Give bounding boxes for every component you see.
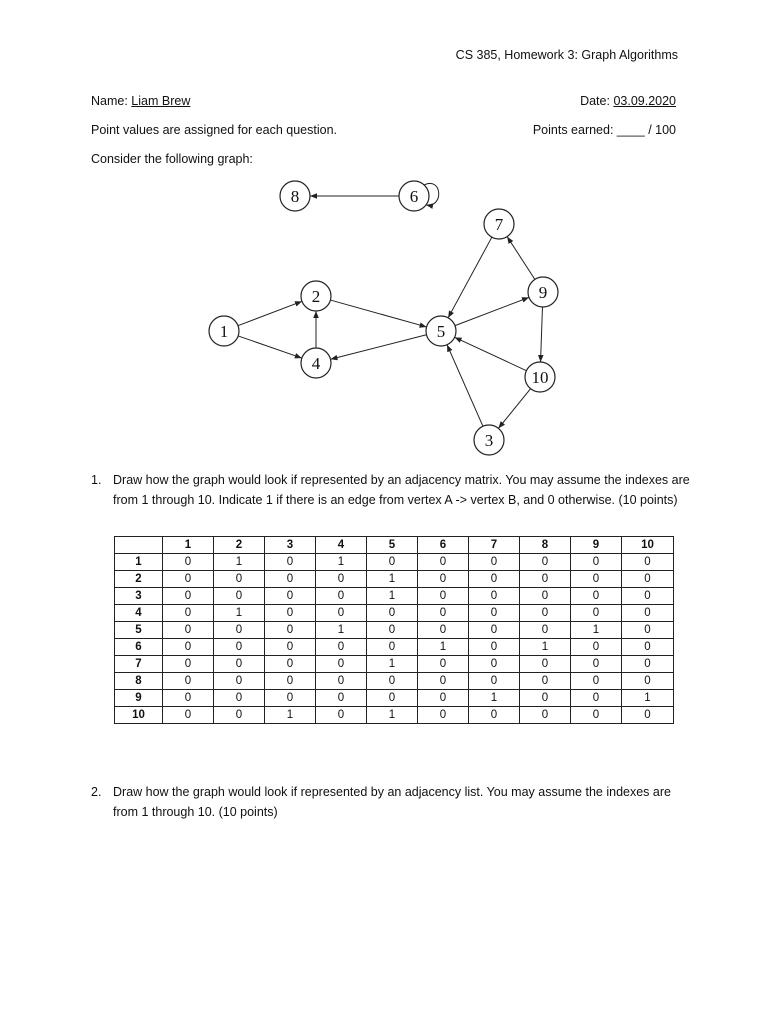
graph-node-8	[280, 181, 310, 211]
matrix-cell: 1	[469, 690, 520, 707]
graph-node-2	[301, 281, 331, 311]
matrix-column-header: 3	[265, 537, 316, 554]
matrix-cell: 0	[214, 690, 265, 707]
graph-node-4	[301, 348, 331, 378]
matrix-cell: 0	[418, 690, 469, 707]
matrix-cell: 0	[520, 707, 571, 724]
question-2-text: Draw how the graph would look if represented by an adjacency list. You may assume the indexes are from 1 through 10. (10 points)	[113, 785, 671, 819]
matrix-cell: 0	[316, 673, 367, 690]
matrix-cell: 0	[163, 622, 214, 639]
question-1	[91, 471, 691, 510]
matrix-cell: 1	[265, 707, 316, 724]
graph-node-10	[525, 362, 555, 392]
matrix-cell: 0	[214, 571, 265, 588]
matrix-cell: 0	[571, 554, 622, 571]
matrix-body	[115, 554, 674, 724]
matrix-cell: 0	[418, 571, 469, 588]
matrix-cell: 1	[418, 639, 469, 656]
course-title: CS 385, Homework 3: Graph Algorithms	[455, 48, 678, 62]
table-row	[115, 605, 674, 622]
matrix-header-row	[115, 537, 674, 554]
matrix-cell: 0	[163, 605, 214, 622]
matrix-cell: 0	[469, 673, 520, 690]
matrix-cell: 0	[571, 673, 622, 690]
question-1-text: Draw how the graph would look if represented by an adjacency matrix. You may assume the indexes are from 1 through 10. Indicate 1 if there is an edge from vertex A -> vertex B, and 0 otherwise. (10 points)	[113, 473, 690, 507]
matrix-cell: 0	[316, 605, 367, 622]
matrix-cell: 0	[265, 656, 316, 673]
graph-node-6	[399, 181, 429, 211]
matrix-cell: 0	[469, 622, 520, 639]
table-row	[115, 639, 674, 656]
matrix-cell: 1	[367, 588, 418, 605]
matrix-cell: 0	[469, 588, 520, 605]
matrix-cell: 0	[163, 656, 214, 673]
table-row	[115, 554, 674, 571]
matrix-cell: 1	[367, 656, 418, 673]
matrix-row-header: 7	[115, 656, 163, 673]
matrix-cell: 1	[214, 605, 265, 622]
date-line	[580, 94, 676, 108]
matrix-cell: 0	[316, 639, 367, 656]
matrix-cell: 0	[418, 673, 469, 690]
matrix-cell: 0	[367, 605, 418, 622]
matrix-cell: 0	[469, 554, 520, 571]
table-row	[115, 690, 674, 707]
question-2	[91, 783, 691, 822]
matrix-cell: 0	[418, 554, 469, 571]
matrix-cell: 0	[367, 622, 418, 639]
edge-5-4	[331, 335, 427, 360]
matrix-cell: 0	[622, 622, 674, 639]
edge-3-5	[447, 345, 483, 427]
matrix-cell: 0	[316, 690, 367, 707]
date-label: Date:	[580, 94, 614, 108]
matrix-column-header: 10	[622, 537, 674, 554]
matrix-cell: 0	[214, 673, 265, 690]
node-label: 8	[290, 187, 300, 206]
matrix-cell: 0	[520, 605, 571, 622]
matrix-row-header: 5	[115, 622, 163, 639]
matrix-column-header: 6	[418, 537, 469, 554]
graph-node-3	[474, 425, 504, 455]
date-value: 03.09.2020	[613, 94, 676, 108]
points-earned: Points earned: ____ / 100	[532, 123, 676, 137]
matrix-cell: 0	[520, 588, 571, 605]
graph-node-7	[484, 209, 514, 239]
name-line	[91, 94, 190, 108]
matrix-cell: 0	[520, 673, 571, 690]
edge-10-5	[455, 337, 527, 370]
graph-nodes	[209, 181, 558, 455]
graph-node-5	[426, 316, 456, 346]
question-1-number: 1.	[91, 473, 102, 487]
table-row	[115, 673, 674, 690]
node-label: 1	[219, 322, 229, 341]
matrix-cell: 0	[469, 639, 520, 656]
matrix-row-header: 9	[115, 690, 163, 707]
matrix-cell: 1	[367, 707, 418, 724]
edge-1-4	[238, 336, 302, 358]
matrix-cell: 0	[469, 605, 520, 622]
student-name: Liam Brew	[131, 94, 191, 108]
node-label: 7	[494, 215, 504, 234]
table-row	[115, 622, 674, 639]
matrix-cell: 0	[214, 622, 265, 639]
matrix-column-header: 2	[214, 537, 265, 554]
matrix-row-header: 1	[115, 554, 163, 571]
matrix-cell: 0	[571, 588, 622, 605]
matrix-column-header: 7	[469, 537, 520, 554]
matrix-column-header: 1	[163, 537, 214, 554]
matrix-cell: 1	[520, 639, 571, 656]
matrix-cell: 0	[469, 571, 520, 588]
matrix-cell: 1	[316, 622, 367, 639]
matrix-cell: 0	[622, 571, 674, 588]
node-label: 2	[311, 287, 321, 306]
matrix-cell: 0	[265, 639, 316, 656]
matrix-cell: 0	[316, 656, 367, 673]
matrix-cell: 1	[622, 690, 674, 707]
edge-9-7	[507, 237, 535, 280]
matrix-cell: 0	[214, 639, 265, 656]
matrix-cell: 0	[571, 639, 622, 656]
matrix-cell: 0	[265, 690, 316, 707]
edge-10-3	[498, 389, 530, 429]
edge-2-5	[330, 300, 426, 327]
matrix-column-header: 9	[571, 537, 622, 554]
matrix-cell: 0	[163, 571, 214, 588]
matrix-row-header: 6	[115, 639, 163, 656]
intro-text: Consider the following graph:	[91, 152, 253, 166]
matrix-cell: 0	[265, 571, 316, 588]
graph-node-9	[528, 277, 558, 307]
node-label: 10	[531, 368, 549, 387]
matrix-cell: 0	[163, 673, 214, 690]
matrix-cell: 0	[367, 554, 418, 571]
matrix-column-header: 5	[367, 537, 418, 554]
matrix-cell: 0	[622, 673, 674, 690]
matrix-row-header: 4	[115, 605, 163, 622]
matrix-cell: 0	[214, 656, 265, 673]
matrix-cell: 0	[265, 622, 316, 639]
matrix-column-header: 4	[316, 537, 367, 554]
matrix-cell: 0	[520, 554, 571, 571]
matrix-cell: 0	[571, 656, 622, 673]
matrix-cell: 0	[163, 639, 214, 656]
matrix-cell: 0	[163, 690, 214, 707]
matrix-corner-cell	[115, 537, 163, 554]
table-row	[115, 656, 674, 673]
matrix-cell: 0	[520, 571, 571, 588]
matrix-cell: 1	[316, 554, 367, 571]
matrix-cell: 0	[571, 707, 622, 724]
node-label: 4	[311, 354, 321, 373]
matrix-cell: 0	[214, 588, 265, 605]
matrix-cell: 0	[571, 690, 622, 707]
node-label: 6	[409, 187, 419, 206]
matrix-cell: 0	[163, 707, 214, 724]
matrix-cell: 1	[214, 554, 265, 571]
matrix-cell: 0	[418, 707, 469, 724]
name-label: Name:	[91, 94, 132, 108]
matrix-cell: 0	[571, 571, 622, 588]
matrix-cell: 0	[367, 639, 418, 656]
matrix-cell: 0	[622, 605, 674, 622]
matrix-cell: 0	[622, 707, 674, 724]
node-label: 3	[484, 431, 494, 450]
table-row	[115, 588, 674, 605]
matrix-row-header: 2	[115, 571, 163, 588]
matrix-cell: 0	[418, 605, 469, 622]
matrix-cell: 0	[520, 656, 571, 673]
matrix-cell: 0	[367, 690, 418, 707]
edge-1-2	[238, 301, 302, 325]
matrix-cell: 0	[367, 673, 418, 690]
matrix-cell: 0	[214, 707, 265, 724]
matrix-cell: 0	[469, 656, 520, 673]
matrix-cell: 0	[571, 605, 622, 622]
matrix-cell: 0	[265, 605, 316, 622]
table-row	[115, 707, 674, 724]
matrix-row-header: 8	[115, 673, 163, 690]
matrix-cell: 0	[622, 639, 674, 656]
matrix-cell: 0	[163, 554, 214, 571]
matrix-cell: 0	[418, 622, 469, 639]
matrix-cell: 0	[418, 588, 469, 605]
matrix-cell: 0	[265, 554, 316, 571]
matrix-column-header: 8	[520, 537, 571, 554]
edge-5-9	[455, 297, 529, 325]
matrix-cell: 0	[163, 588, 214, 605]
matrix-row-header: 3	[115, 588, 163, 605]
matrix-cell: 0	[316, 588, 367, 605]
matrix-cell: 0	[622, 656, 674, 673]
matrix-cell: 1	[367, 571, 418, 588]
directed-graph	[195, 178, 575, 463]
matrix-cell: 0	[622, 588, 674, 605]
matrix-cell: 0	[316, 707, 367, 724]
points-note: Point values are assigned for each question.	[91, 123, 337, 137]
edge-7-5	[448, 237, 492, 318]
matrix-cell: 0	[316, 571, 367, 588]
matrix-cell: 1	[571, 622, 622, 639]
matrix-cell: 0	[622, 554, 674, 571]
graph-node-1	[209, 316, 239, 346]
matrix-cell: 0	[469, 707, 520, 724]
node-label: 9	[538, 283, 548, 302]
node-label: 5	[436, 322, 446, 341]
question-2-number: 2.	[91, 785, 102, 799]
matrix-cell: 0	[265, 588, 316, 605]
table-row	[115, 571, 674, 588]
adjacency-matrix	[114, 536, 674, 724]
matrix-cell: 0	[418, 656, 469, 673]
matrix-row-header: 10	[115, 707, 163, 724]
edge-9-10	[541, 307, 543, 362]
matrix-cell: 0	[520, 690, 571, 707]
matrix-cell: 0	[520, 622, 571, 639]
matrix-cell: 0	[265, 673, 316, 690]
